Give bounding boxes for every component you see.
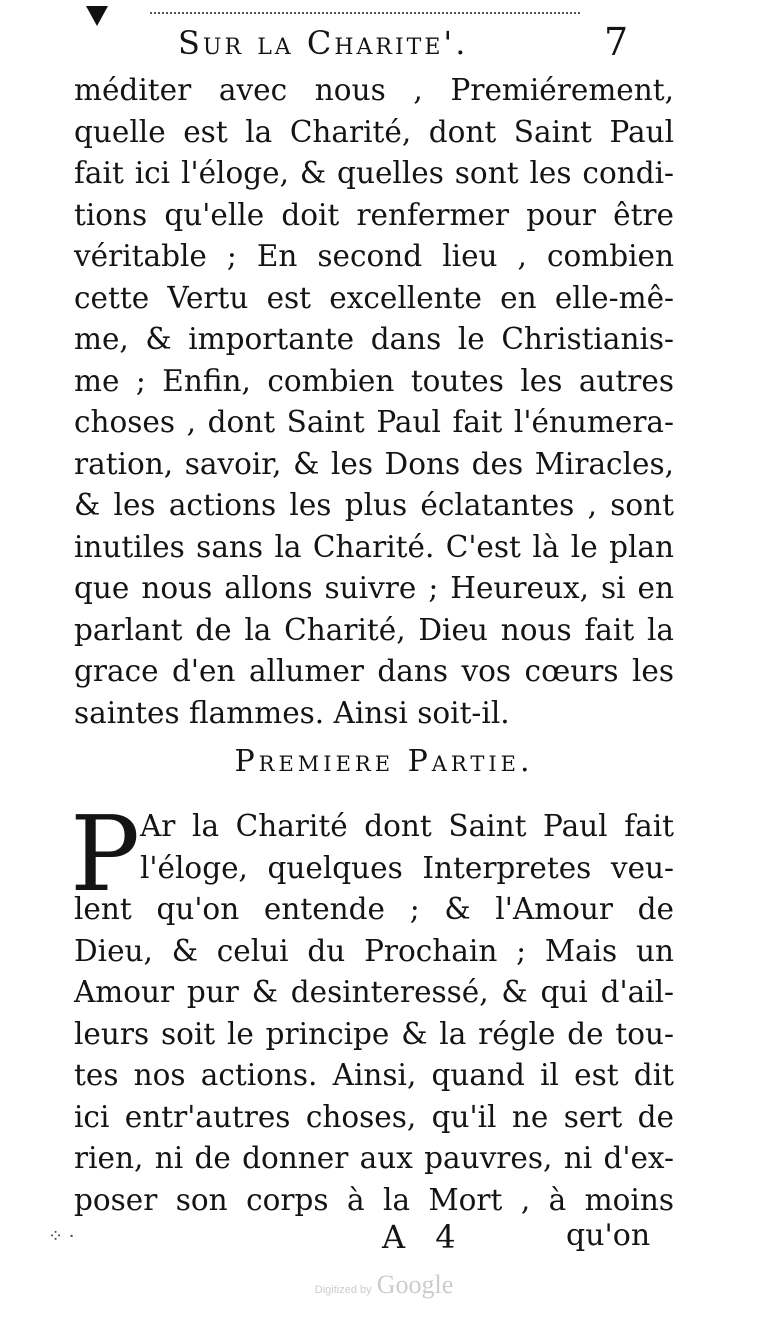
text-line: fait ici l'éloge, & quelles sont les condi- <box>74 156 674 190</box>
part-paragraph-start <box>74 806 674 889</box>
part-paragraph <box>74 889 674 1221</box>
text-line: lent qu'on entende ; & l'Amour de <box>74 892 674 926</box>
text-line: l'éloge, quelques Interpretes veu- <box>140 850 674 885</box>
text-line: parlant de la Charité, Dieu nous fait la <box>74 612 674 647</box>
text-line: Amour pur & desinteressé, & qui d'ail- <box>74 975 674 1009</box>
drop-cap: P <box>70 793 140 915</box>
text-line: me ; Enfin, combien toutes les autres <box>74 363 674 398</box>
text-line: que nous allons suivre ; Heureux, si en <box>74 571 674 605</box>
text-line: ration, savoir, & les Dons des Miracles, <box>74 446 674 481</box>
google-logo-text: Google <box>376 1270 454 1299</box>
text-line: tions qu'elle doit renfermer pour être <box>74 197 674 232</box>
text-line: quelle est la Charité, dont Saint Paul <box>74 114 674 149</box>
section-heading: Premiere Partie. <box>234 744 534 779</box>
text-line: ici entr'autres choses, qu'il ne sert de <box>74 1099 674 1134</box>
digitized-label: Digitized by <box>314 1284 372 1296</box>
text-line: leurs soit le principe & la régle de tou- <box>74 1016 674 1051</box>
text-line: véritable ; En second lieu , combien <box>74 239 674 273</box>
intro-paragraph <box>74 70 674 734</box>
text-line: & les actions les plus éclatantes , sont <box>74 488 674 522</box>
ink-smudge-mark: ⁘ · <box>48 1226 75 1247</box>
text-line: cette Vertu est excellente en elle-mê- <box>74 280 674 315</box>
catchword: qu'on <box>566 1218 651 1253</box>
running-head: Sur la Charite'. <box>178 24 469 62</box>
text-line: inutiles sans la Charité. C'est là le plan <box>74 529 674 564</box>
text-line: me, & importante dans le Christianis- <box>74 322 674 356</box>
page-number: 7 <box>604 20 629 64</box>
top-rule <box>150 12 580 14</box>
text-line: rien, ni de donner aux pauvres, ni d'ex- <box>74 1141 674 1175</box>
ink-blot-mark <box>86 6 108 26</box>
text-line: poser son corps à la Mort , à moins <box>74 1182 674 1217</box>
text-line: choses , dont Saint Paul fait l'énumera- <box>74 405 674 439</box>
text-line: grace d'en allumer dans vos cœurs les <box>74 654 674 688</box>
text-line: Ar la Charité dont Saint Paul fait <box>140 809 674 843</box>
text-line: saintes flammes. Ainsi soit-il. <box>74 695 510 730</box>
signature-mark: A 4 <box>382 1218 466 1256</box>
text-line: méditer avec nous , Premiérement, <box>74 73 674 107</box>
text-line: tes nos actions. Ainsi, quand il est dit <box>74 1058 674 1092</box>
text-line: Dieu, & celui du Prochain ; Mais un <box>74 933 674 968</box>
digitized-watermark <box>0 1270 768 1300</box>
